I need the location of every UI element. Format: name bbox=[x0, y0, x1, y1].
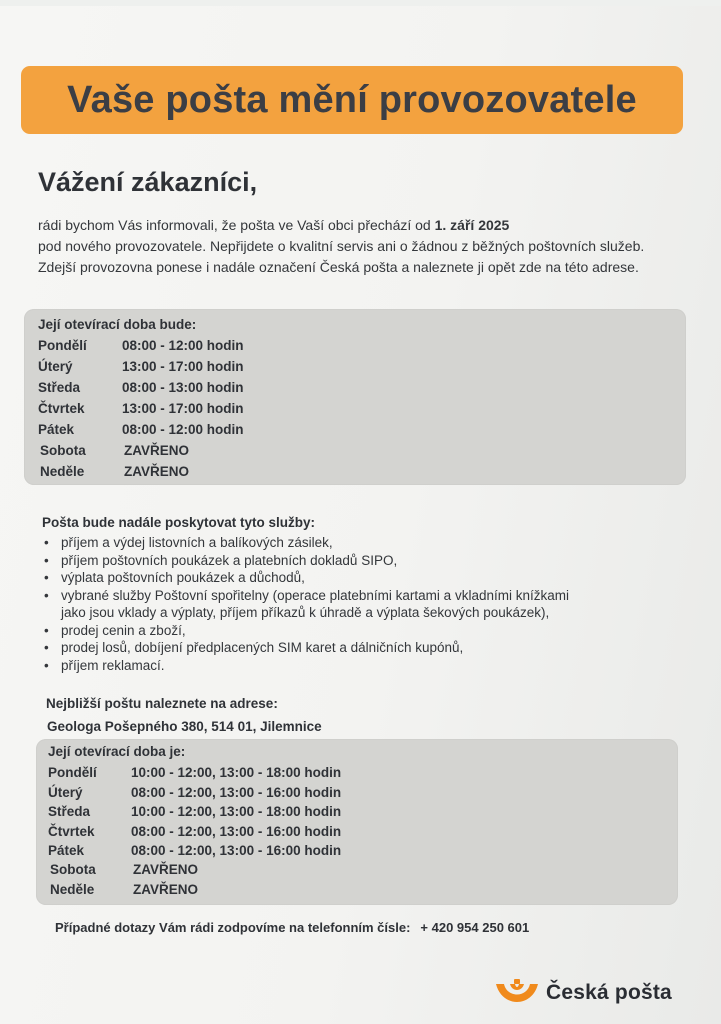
nearest-hours-title: Její otevírací doba je: bbox=[48, 744, 186, 759]
time-value: 10:00 - 12:00, 13:00 - 18:00 hodin bbox=[131, 765, 342, 780]
day-label: Pátek bbox=[38, 422, 75, 437]
transfer-date: 1. září 2025 bbox=[434, 217, 510, 233]
day-label: Čtvrtek bbox=[48, 824, 95, 839]
day-label: Sobota bbox=[40, 443, 86, 458]
title-banner bbox=[21, 66, 683, 134]
bullet: • bbox=[44, 535, 49, 550]
phone-number: + 420 954 250 601 bbox=[420, 920, 530, 935]
intro-line-1 bbox=[38, 215, 698, 236]
service-text: příjem a výdej listovních a balíkových zásilek, bbox=[61, 535, 333, 550]
bullet: • bbox=[44, 657, 49, 673]
day-label: Pátek bbox=[48, 843, 85, 858]
greeting: Vážení zákazníci, bbox=[38, 167, 258, 197]
bullet: • bbox=[44, 587, 49, 603]
nearest-office-title: Nejbližší poštu naleznete na adrese: bbox=[46, 696, 278, 711]
list-item bbox=[44, 569, 569, 587]
new-hours-title: Její otevírací doba bude: bbox=[38, 317, 197, 332]
bullet: • bbox=[44, 640, 49, 655]
service-text: příjem reklamací. bbox=[61, 657, 165, 673]
service-text: výplata poštovních poukázek a důchodů, bbox=[61, 570, 305, 585]
intro-line-2: pod nového provozovatele. Nepřijdete o kvalitní servis ani o žádnou z běžných poštovních služeb. bbox=[38, 238, 645, 254]
bullet: • bbox=[44, 552, 49, 568]
bullet: • bbox=[44, 622, 49, 638]
day-label: Neděle bbox=[40, 464, 85, 479]
time-value: 13:00 - 17:00 hodin bbox=[122, 401, 244, 416]
logo-name: Česká pošta bbox=[546, 981, 672, 1004]
time-value: 13:00 - 17:00 hodin bbox=[122, 359, 244, 374]
day-label: Úterý bbox=[48, 785, 83, 800]
new-hours-box bbox=[24, 309, 686, 485]
time-value: ZAVŘENO bbox=[133, 882, 199, 897]
nearest-office-address: Geologa Pošepného 380, 514 01, Jilemnice bbox=[47, 719, 322, 734]
intro-paragraph bbox=[38, 215, 698, 278]
service-text: prodej cenin a zboží, bbox=[61, 622, 186, 638]
services-title: Pošta bude nadále poskytovat tyto služby: bbox=[42, 515, 316, 530]
day-label: Čtvrtek bbox=[38, 401, 85, 416]
service-text-continuation: jako jsou vklady a výplaty, příjem příkazů k úhradě a výplata šekových poukázek), bbox=[61, 605, 550, 620]
list-item bbox=[44, 587, 569, 622]
list-item bbox=[44, 552, 569, 570]
day-label: Středa bbox=[48, 804, 91, 819]
contact-text: Případné dotazy Vám rádi zodpovíme na telefonním čísle: bbox=[55, 920, 411, 935]
time-value: 08:00 - 12:00 hodin bbox=[122, 338, 244, 353]
list-item bbox=[44, 534, 569, 552]
service-text: příjem poštovních poukázek a platebních dokladů SIPO, bbox=[61, 552, 398, 568]
day-label: Pondělí bbox=[38, 338, 87, 353]
time-value: 08:00 - 12:00 hodin bbox=[122, 422, 244, 437]
day-label: Neděle bbox=[50, 882, 95, 897]
time-value: 08:00 - 12:00, 13:00 - 16:00 hodin bbox=[131, 824, 342, 839]
bullet: • bbox=[44, 570, 49, 585]
time-value: 10:00 - 12:00, 13:00 - 18:00 hodin bbox=[131, 804, 342, 819]
post-horn-icon bbox=[494, 978, 540, 1008]
list-item bbox=[44, 657, 569, 675]
notice-sheet bbox=[0, 6, 721, 1024]
day-label: Sobota bbox=[50, 862, 96, 877]
ceska-posta-logo bbox=[494, 978, 672, 1008]
day-label: Úterý bbox=[38, 359, 73, 374]
time-value: 08:00 - 13:00 hodin bbox=[122, 380, 244, 395]
day-label: Pondělí bbox=[48, 765, 97, 780]
service-text: vybrané služby Poštovní spořitelny (operace platebními kartami a vkladními knížkami bbox=[61, 587, 569, 603]
services-list bbox=[44, 534, 569, 674]
list-item bbox=[44, 639, 569, 657]
time-value: ZAVŘENO bbox=[133, 862, 199, 877]
time-value: 08:00 - 12:00, 13:00 - 16:00 hodin bbox=[131, 785, 342, 800]
intro-line-3: Zdejší provozovna ponese i nadále označení Česká pošta a naleznete ji opět zde na této adrese. bbox=[38, 259, 639, 275]
time-value: ZAVŘENO bbox=[124, 443, 190, 458]
time-value: 08:00 - 12:00, 13:00 - 16:00 hodin bbox=[131, 843, 342, 858]
service-text: prodej losů, dobíjení předplacených SIM karet a dálničních kupónů, bbox=[61, 640, 464, 655]
nearest-hours-box bbox=[36, 739, 678, 905]
list-item bbox=[44, 622, 569, 640]
time-value: ZAVŘENO bbox=[124, 464, 190, 479]
contact-line bbox=[55, 920, 529, 935]
notice-title: Vaše pošta mění provozovatele bbox=[67, 78, 637, 121]
intro-line-1-text: rádi bychom Vás informovali, že pošta ve Vaší obci přechází od bbox=[38, 217, 435, 233]
day-label: Středa bbox=[38, 380, 81, 395]
